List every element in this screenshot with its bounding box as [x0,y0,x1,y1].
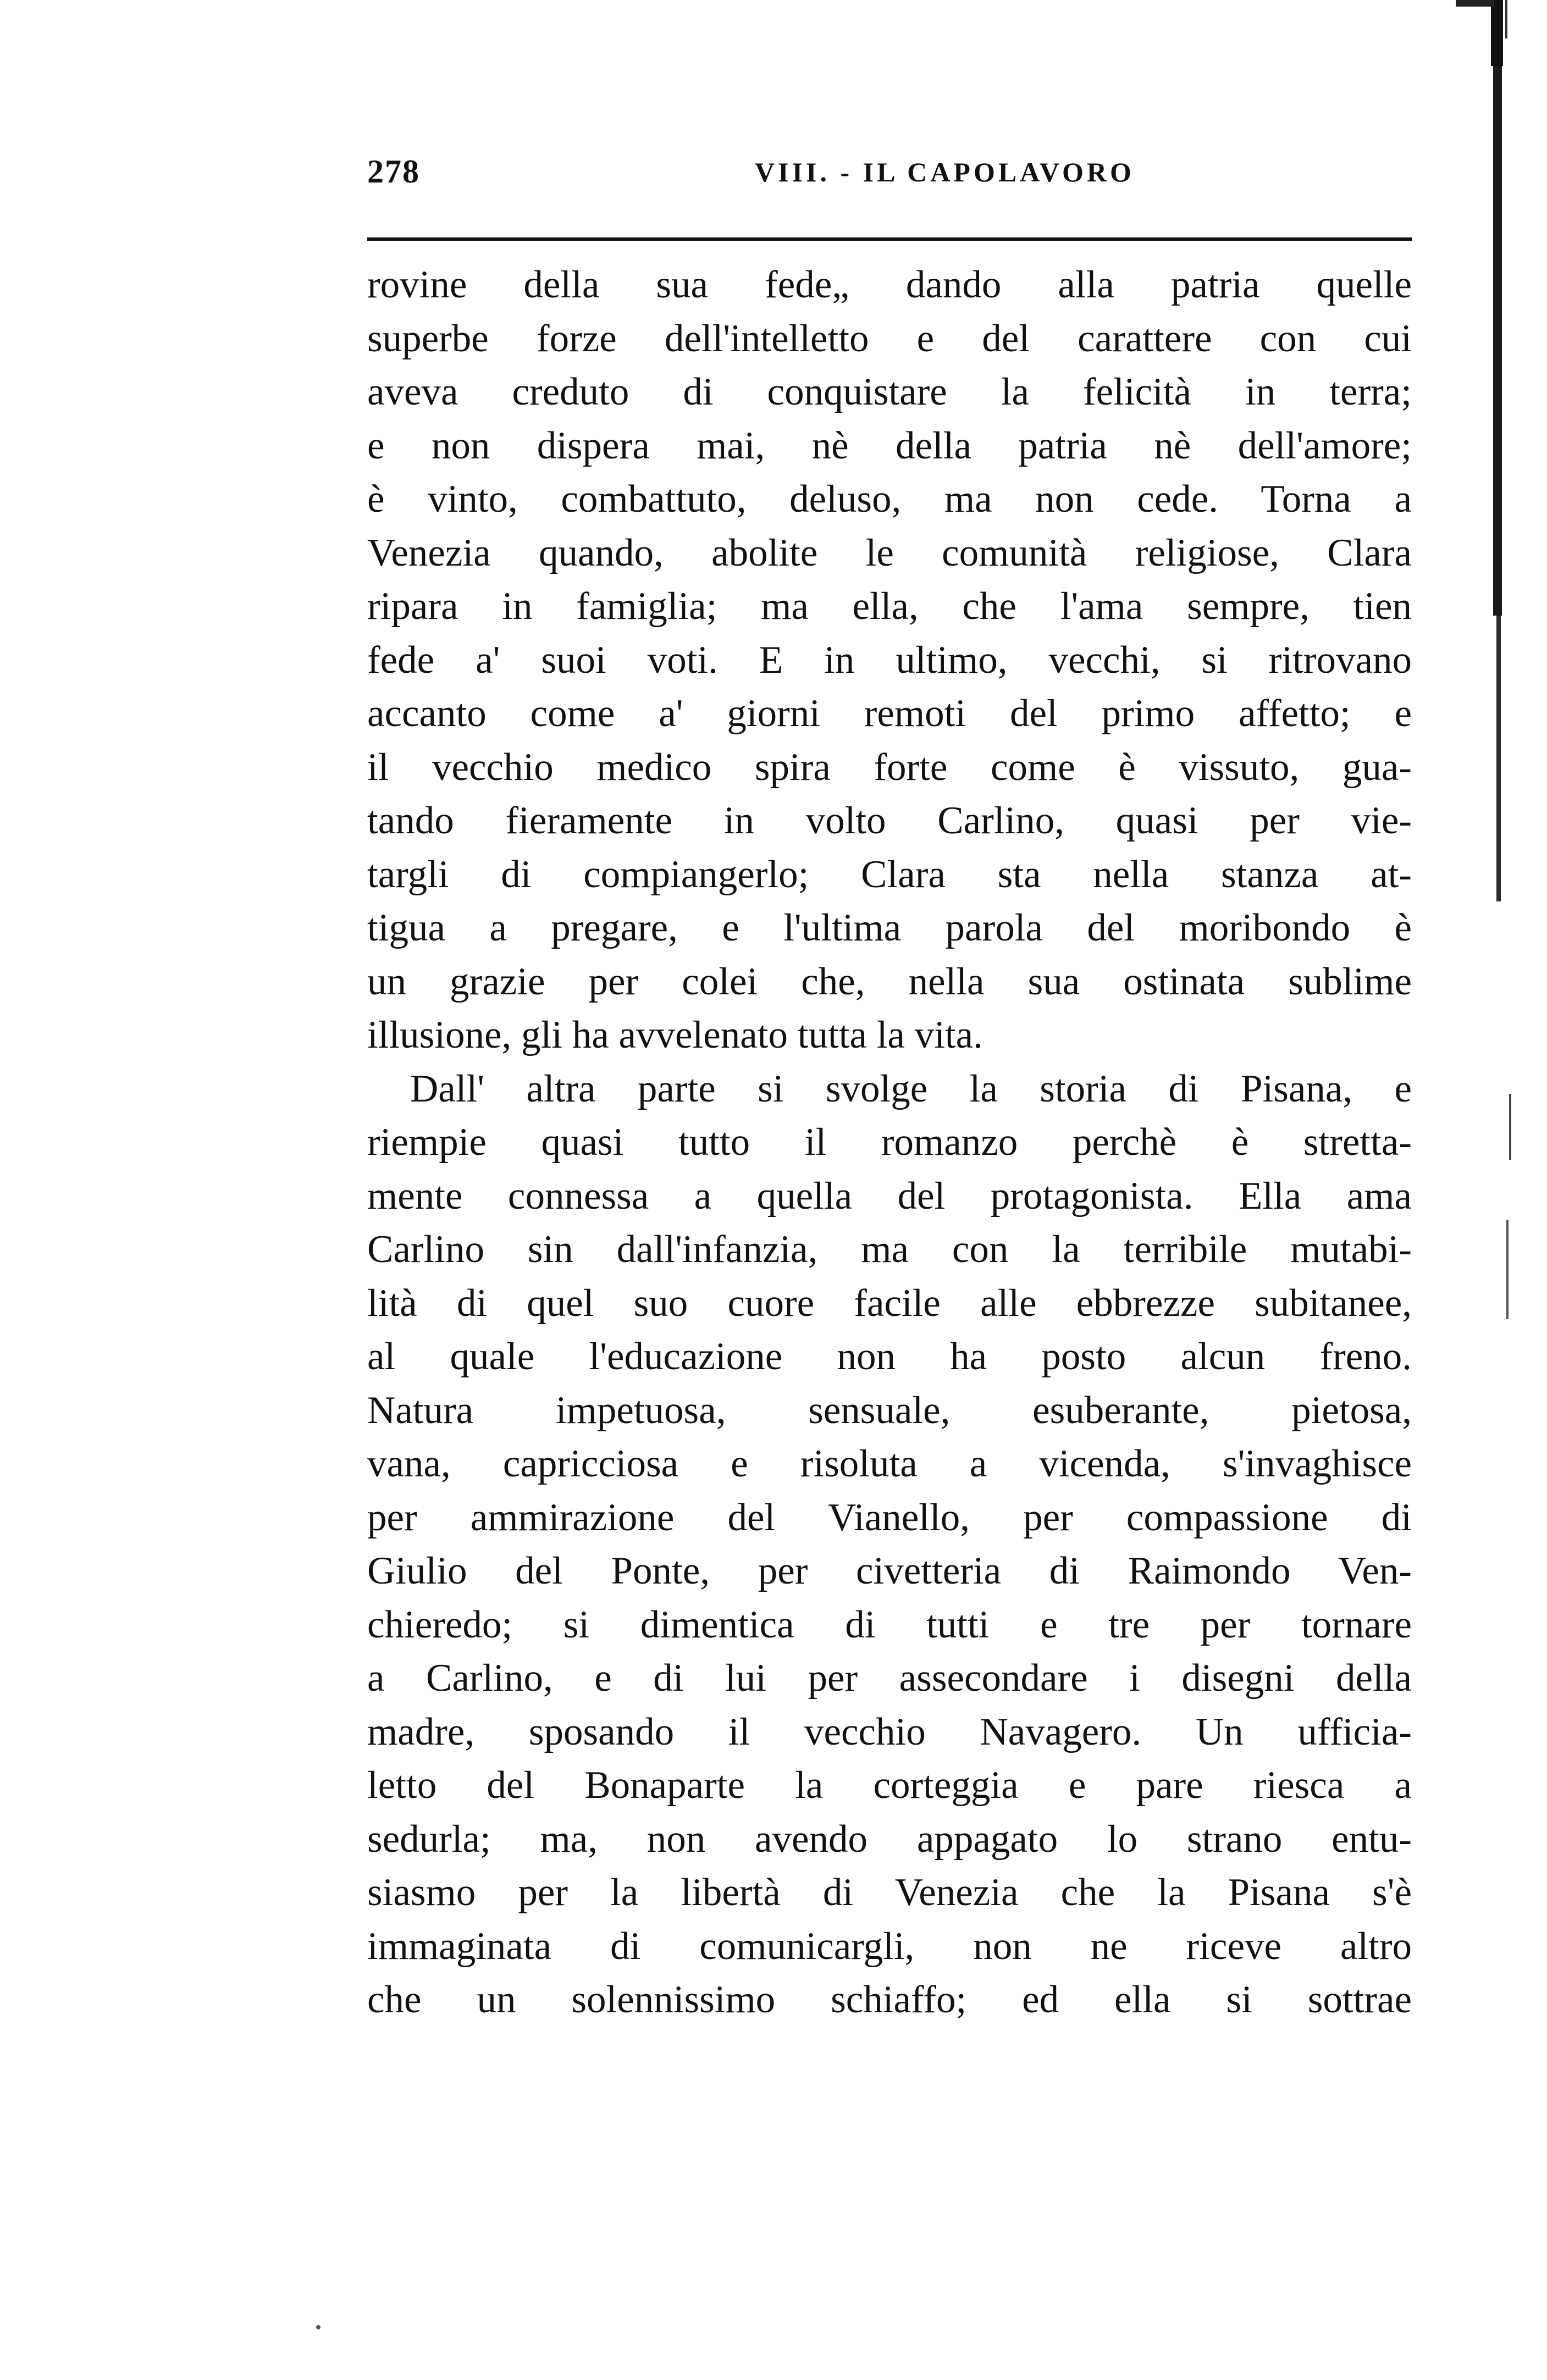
body-text [367,258,1412,2027]
text-line: Venezia quando, abolite le comunità religiose, Clara [367,531,1412,574]
text-line: al quale l'educazione non ha posto alcun freno. [367,1335,1412,1378]
text-line: accanto come a' giorni remoti del primo affetto; e [367,692,1412,735]
page-edge-shadow [1493,66,1502,616]
text-line: vana, capricciosa e risoluta a vicenda, s'invaghisce [367,1442,1412,1485]
text-line: che un solennissimo schiaffo; ed ella si sottrae [367,1978,1412,2021]
text-line: Giulio del Ponte, per civetteria di Raimondo Ven- [367,1549,1412,1592]
paragraph-end-line: illusione, gli ha avvelenato tutta la vita. [367,1014,983,1056]
page-edge-shadow [1456,0,1494,7]
text-line: lità di quel suo cuore facile alle ebbrezze subitanee, [367,1281,1412,1325]
text-line: a Carlino, e di lui per assecondare i disegni della [367,1657,1412,1700]
text-line: targli di compiangerlo; Clara sta nella stanza at- [367,853,1412,896]
text-line: fede a' suoi voti. E in ultimo, vecchi, si ritrovano [367,638,1412,682]
text-line: tigua a pregare, e l'ultima parola del moribondo è [367,906,1412,949]
text-line: mente connessa a quella del protagonista. Ella ama [367,1174,1412,1217]
running-head [367,153,1412,202]
scan-speck [316,2325,321,2329]
page-edge-shadow [1509,1094,1511,1160]
text-line: madre, sposando il vecchio Navagero. Un ufficia- [367,1710,1412,1753]
page-edge-shadow [1505,0,1507,38]
running-title: VIII. - IL CAPOLAVORO [755,157,1135,187]
text-line: rovine della sua fede„ dando alla patria quelle [367,263,1412,306]
text-line: chieredo; si dimentica di tutti e tre per tornare [367,1603,1412,1646]
page-edge-shadow [1506,1220,1509,1319]
text-line: il vecchio medico spira forte come è vissuto, gua- [367,745,1412,789]
text-line: immaginata di comunicargli, non ne riceve altro [367,1924,1412,1968]
paragraph-start-line: Dall' altra parte si svolge la storia di Pisana, e [410,1067,1412,1110]
text-line: Natura impetuosa, sensuale, esuberante, pietosa, [367,1388,1412,1432]
text-line: superbe forze dell'intelletto e del carattere con cui [367,317,1412,360]
text-line: letto del Bonaparte la corteggia e pare riesca a [367,1764,1412,1807]
text-line: tando fieramente in volto Carlino, quasi per vie- [367,799,1412,842]
text-line: e non dispera mai, nè della patria nè dell'amore; [367,424,1412,467]
text-line: aveva creduto di conquistare la felicità in terra; [367,370,1412,413]
text-line: sedurla; ma, non avendo appagato lo strano entu- [367,1817,1412,1861]
page-edge-shadow [1491,0,1503,66]
page-edge-shadow [1496,616,1501,901]
text-line: siasmo per la libertà di Venezia che la Pisana s'è [367,1871,1412,1914]
page-number: 278 [367,153,420,190]
text-line: riempie quasi tutto il romanzo perchè è stretta- [367,1121,1412,1164]
text-line: un grazie per colei che, nella sua ostinata sublime [367,960,1412,1003]
text-line: è vinto, combattuto, deluso, ma non cede. Torna a [367,478,1412,521]
text-line: ripara in famiglia; ma ella, che l'ama sempre, tien [367,585,1412,628]
text-line: per ammirazione del Vianello, per compassione di [367,1496,1412,1539]
text-line: Carlino sin dall'infanzia, ma con la terribile mutabi- [367,1228,1412,1271]
header-rule [367,237,1412,241]
